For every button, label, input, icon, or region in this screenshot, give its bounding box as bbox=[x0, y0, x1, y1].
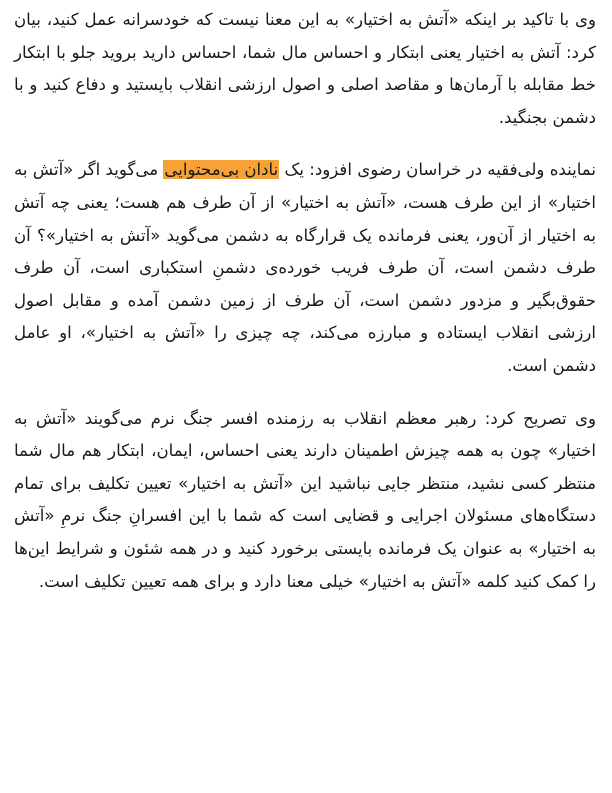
paragraph-2-body: می‌گوید اگر «آتش به اختیار» از این طرف هست، «آتش به اختیار» از آن طرف هم هست؛ یعنی چه آتش به اختیار از آن‌ور، یعنی فرمانده یک قرارگاه به دشمن می‌گوید «آتش به اختیار»؟ آن طرف دشمن است، آن طرف فریب خورده‌ی دشمنِ استکباری است، آن طرف حقوق‌بگیر و مزدور دشمن است، آن طرف از زمین دشمن آمده و مقابل اصول ارزشی انقلاب ایستاده و مبارزه می‌کند، چه چیزی را «آتش به اختیار»، او عامل دشمن است. bbox=[14, 160, 596, 375]
paragraph-1: وی با تاکید بر اینکه «آتش به اختیار» به این معنا نیست که خودسرانه عمل کنید، بیان کرد: آتش به اختیار یعنی ابتکار و احساس مال شما، احساس دارید بروید جلو با ابتکار خط مقابله با آرمان‌ها و مقاصد اصلی و اصول ارزشی انقلاب بایستید و دفاع کنید و با دشمن بجنگید. bbox=[14, 10, 596, 127]
highlighted-phrase: نادان بی‌محتوایی bbox=[164, 160, 279, 180]
paragraph-2 bbox=[14, 154, 596, 382]
paragraph-3: وی تصریح کرد: رهبر معظم انقلاب به رزمنده افسر جنگ نرم می‌گویند «آتش به اختیار» چون به همه چیزش اطمینان دارند یعنی احساس، ایمان، ابتکار هم مال شما منتظر کسی نشید، منتظر جایی نباشید این «آتش به اختیار» تعیین تکلیف برای تمام دستگاه‌های مسئولان اجرایی و قضایی است که شما با این افسرانِ جنگ نرمِ «آتش به اختیار» به عنوان یک فرمانده بایستی برخورد کنید و در همه شئون و شرایط این‌ها را کمک کنید کلمه «آتش به اختیار» خیلی معنا دارد و برای همه تعیین تکلیف است. bbox=[14, 408, 596, 591]
paragraph-2-intro: نماینده ولی‌فقیه در خراسان رضوی افزود: یک bbox=[279, 160, 597, 180]
